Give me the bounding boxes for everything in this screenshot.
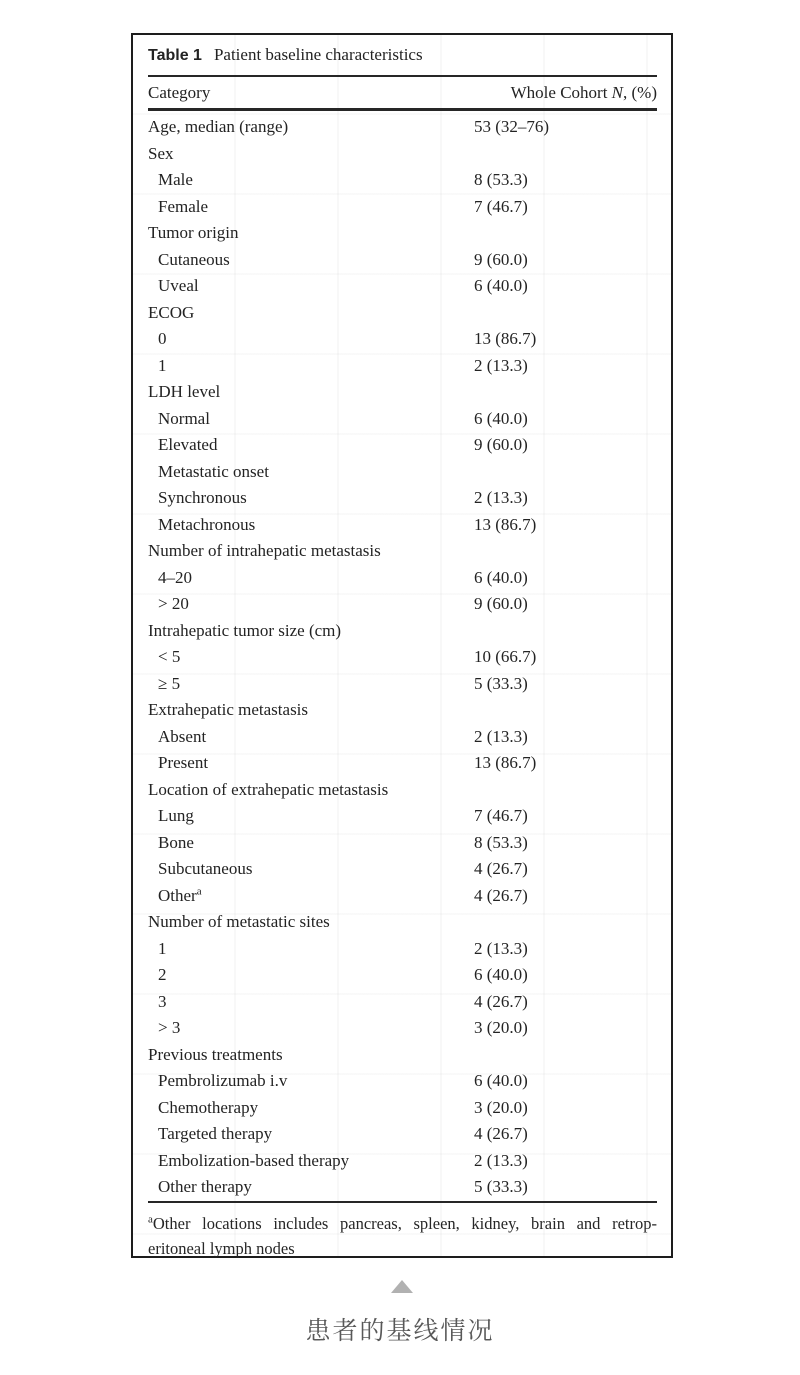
row-label: Location of extrahepatic metastasis	[148, 779, 389, 799]
row-value: 5 (33.3)	[474, 1177, 528, 1197]
row-value: 8 (53.3)	[474, 832, 528, 852]
row-value: 4 (26.7)	[474, 1124, 528, 1144]
row-label: LDH level	[148, 382, 221, 402]
row-label: Metastatic onset	[158, 461, 269, 481]
row-label: Cutaneous	[158, 249, 230, 269]
table-row	[148, 618, 657, 645]
table-row	[148, 194, 657, 221]
header-rule-bottom	[148, 108, 657, 111]
row-value: 6 (40.0)	[474, 567, 528, 587]
table-row	[148, 247, 657, 274]
row-label: Present	[158, 753, 209, 773]
row-value: 6 (40.0)	[474, 408, 528, 428]
table-row	[148, 1121, 657, 1148]
row-label: Bone	[158, 832, 194, 852]
row-label: Sex	[148, 143, 174, 163]
row-value: 3 (20.0)	[474, 1097, 528, 1117]
row-label: Previous treatments	[148, 1044, 283, 1064]
row-value: 6 (40.0)	[474, 276, 528, 296]
table-header-row	[148, 77, 657, 108]
table-row	[148, 141, 657, 168]
table-row	[148, 220, 657, 247]
row-label: Synchronous	[158, 488, 247, 508]
row-label: ≥ 5	[158, 673, 181, 693]
row-value: 8 (53.3)	[474, 170, 528, 190]
table-row	[148, 379, 657, 406]
row-label: Number of intrahepatic metastasis	[148, 541, 381, 561]
row-value: 4 (26.7)	[474, 859, 528, 879]
row-value: 7 (46.7)	[474, 196, 528, 216]
row-value: 2 (13.3)	[474, 488, 528, 508]
table1-figure	[131, 33, 673, 1258]
row-value: 4 (26.7)	[474, 991, 528, 1011]
table-row	[148, 406, 657, 433]
table-row	[148, 565, 657, 592]
row-label: 3	[158, 991, 167, 1011]
row-value: 2 (13.3)	[474, 938, 528, 958]
table-row	[148, 1068, 657, 1095]
table-row	[148, 803, 657, 830]
footnote-line2: eritoneal lymph nodes	[148, 1238, 295, 1258]
row-label: ECOG	[148, 302, 195, 322]
row-label: Lung	[158, 806, 194, 826]
row-value: 2 (13.3)	[474, 355, 528, 375]
table-row	[148, 512, 657, 539]
table-row	[148, 830, 657, 857]
row-label: Male	[158, 170, 193, 190]
table-row	[148, 644, 657, 671]
table-row	[148, 591, 657, 618]
row-label: 0	[158, 329, 167, 349]
row-value: 9 (60.0)	[474, 249, 528, 269]
table-caption	[148, 44, 657, 66]
figure-caption: 患者的基线情况	[305, 1316, 495, 1345]
row-value: 10 (66.7)	[474, 647, 537, 667]
table-row	[148, 750, 657, 777]
row-value: 7 (46.7)	[474, 806, 528, 826]
table-number-label: Table 1	[148, 47, 202, 64]
row-value: 6 (40.0)	[474, 965, 528, 985]
table-row	[148, 538, 657, 565]
row-label: Subcutaneous	[158, 859, 253, 879]
row-label: Number of metastatic sites	[148, 912, 330, 932]
table-title: Patient baseline characteristics	[213, 45, 423, 64]
footer-rule	[148, 1201, 657, 1203]
column-header-cohort: Whole Cohort N, (%)	[510, 82, 657, 102]
table-row	[148, 432, 657, 459]
row-value: 3 (20.0)	[474, 1018, 528, 1038]
table-row	[148, 1042, 657, 1069]
row-value: 13 (86.7)	[474, 514, 537, 534]
row-label: Female	[158, 196, 209, 216]
row-label: Pembrolizumab i.v	[158, 1071, 288, 1091]
row-value: 9 (60.0)	[474, 594, 528, 614]
table-row	[148, 724, 657, 751]
table-row	[148, 326, 657, 353]
row-value: 2 (13.3)	[474, 726, 528, 746]
row-label: Extrahepatic metastasis	[148, 700, 309, 720]
row-label: Elevated	[158, 435, 218, 455]
table-row	[148, 962, 657, 989]
table-row	[148, 1015, 657, 1042]
table-row	[148, 273, 657, 300]
collapse-arrow-icon[interactable]	[391, 1280, 413, 1293]
row-value: 5 (33.3)	[474, 673, 528, 693]
row-label: > 20	[158, 594, 189, 614]
row-label: 1	[158, 938, 167, 958]
row-label: < 5	[158, 647, 181, 667]
row-value: 13 (86.7)	[474, 753, 537, 773]
table-row	[148, 353, 657, 380]
row-value: 53 (32–76)	[474, 117, 550, 137]
row-value: 9 (60.0)	[474, 435, 528, 455]
row-label: Chemotherapy	[158, 1097, 259, 1117]
row-label: Normal	[158, 408, 210, 428]
row-label: Targeted therapy	[158, 1124, 273, 1144]
row-label: Absent	[158, 726, 207, 746]
row-label: 1	[158, 355, 167, 375]
table-row	[148, 697, 657, 724]
table-row	[148, 300, 657, 327]
row-label: > 3	[158, 1018, 181, 1038]
table-row	[148, 909, 657, 936]
table-row	[148, 459, 657, 486]
row-label: 2	[158, 965, 167, 985]
row-label: Uveal	[158, 276, 199, 296]
row-value: 6 (40.0)	[474, 1071, 528, 1091]
table-row	[148, 936, 657, 963]
row-label: Other therapy	[158, 1177, 252, 1197]
table-row	[148, 777, 657, 804]
row-label: Other$^a$	[158, 885, 202, 905]
row-label: Age, median (range)	[148, 117, 289, 137]
table-footnote	[148, 1211, 657, 1261]
footnote-line1: $^a$Other locations includes pancreas, spleen, kidney, brain and retrop-	[148, 1213, 657, 1233]
row-value: 4 (26.7)	[474, 885, 528, 905]
row-label: Tumor origin	[148, 223, 239, 243]
table-row	[148, 114, 657, 141]
table-row	[148, 856, 657, 883]
row-label: Embolization-based therapy	[158, 1150, 350, 1170]
table-row	[148, 1095, 657, 1122]
row-value: 2 (13.3)	[474, 1150, 528, 1170]
column-header-category: Category	[148, 82, 211, 102]
table-body	[148, 114, 657, 1201]
row-label: Intrahepatic tumor size (cm)	[148, 620, 342, 640]
table-row	[148, 883, 657, 910]
table-row	[148, 1174, 657, 1201]
row-label: Metachronous	[158, 514, 256, 534]
footnote-marker: a	[148, 1213, 153, 1225]
table-row	[148, 485, 657, 512]
table-row	[148, 167, 657, 194]
table-row	[148, 989, 657, 1016]
row-label: 4–20	[158, 567, 192, 587]
table-row	[148, 1148, 657, 1175]
row-value: 13 (86.7)	[474, 329, 537, 349]
table-row	[148, 671, 657, 698]
